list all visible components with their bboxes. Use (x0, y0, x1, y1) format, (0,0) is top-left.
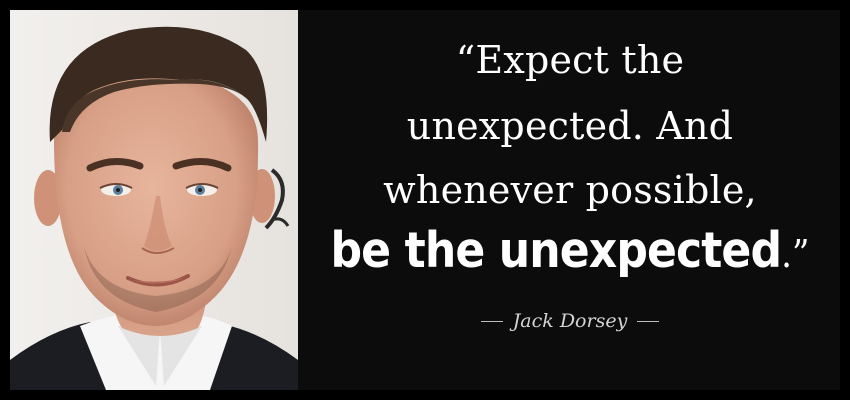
author-attribution (300, 308, 840, 334)
portrait-photo (10, 10, 298, 390)
portrait-illustration (10, 10, 298, 390)
author-dash-right (637, 321, 659, 322)
quote-closing-mark: .” (781, 232, 810, 276)
quote-emphasis: be the unexpected (330, 222, 782, 279)
quote-line-2: unexpected. And (406, 104, 734, 148)
quote-emphasis-line (327, 222, 813, 279)
quote-text-area (300, 10, 840, 390)
author-name: Jack Dorsey (512, 310, 628, 332)
author-dash-left (481, 321, 503, 322)
quote-line-3: whenever possible, (383, 168, 757, 212)
quote-line-1: “Expect the (455, 38, 685, 82)
